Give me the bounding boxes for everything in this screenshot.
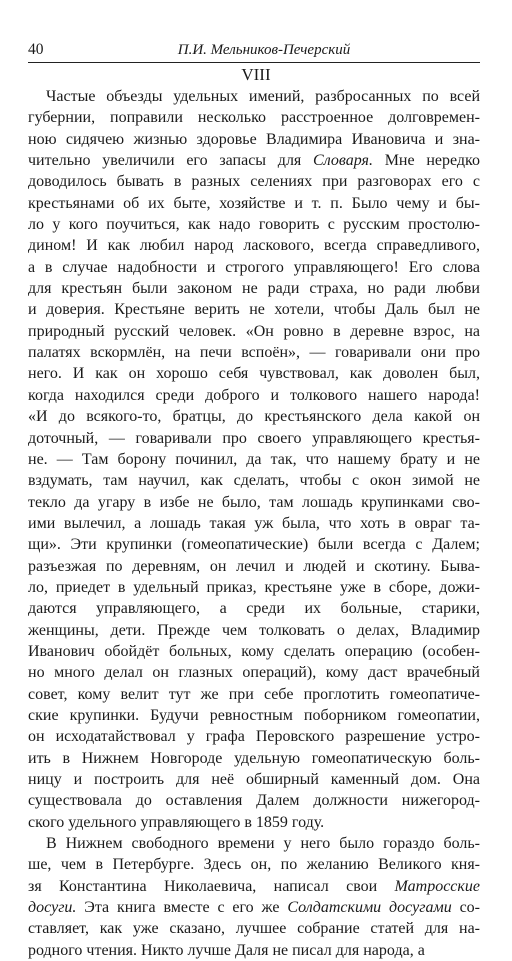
italic-title: Словаря. — [313, 152, 373, 170]
text-line — [28, 513, 480, 534]
text-line — [28, 449, 480, 470]
text-line — [28, 556, 480, 577]
text-line — [28, 385, 480, 406]
text-line — [28, 235, 480, 256]
text-run: Частые объезды удельных имений, разбросанных по всей — [46, 88, 480, 105]
text-line — [28, 321, 480, 342]
text-line — [28, 748, 480, 769]
text-run: ставляет, как уже сказано, лучшее собрание статей для на- — [28, 920, 480, 938]
text-run: и доверия. Крестьяне верить не хотели, чтобы Даль был не — [28, 301, 480, 319]
text-run: ло у кого поучиться, как надо говорить с русским простолю- — [28, 216, 480, 234]
text-line — [28, 171, 480, 192]
text-line — [28, 577, 480, 598]
text-line — [28, 299, 480, 320]
text-line — [28, 662, 480, 683]
text-run: для крестьян были законом не ради страха, но ради любви — [28, 280, 480, 298]
text-run: ницу и построить для неё обширный каменный дом. Она — [28, 771, 480, 788]
text-line — [28, 193, 480, 214]
text-run: ло, приедет в удельный приказ, крестьяне уже в сборе, дожи- — [28, 578, 480, 596]
text-line — [28, 86, 480, 107]
text-line — [28, 363, 480, 384]
text-line — [28, 257, 480, 278]
text-run: родного чтения. Никто лучше Даля не писал для народа, а — [28, 941, 425, 959]
text-run: ить в Нижнем Новгороде удельную гомеопатическую боль- — [28, 749, 480, 767]
text-line — [28, 620, 480, 641]
text-line — [28, 705, 480, 726]
text-line — [28, 598, 480, 619]
chapter-heading: VIII — [241, 65, 271, 84]
text-run: но много делал он глазных операций), кому даст врачебный — [28, 664, 480, 682]
page-number: 40 — [28, 41, 44, 58]
text-line — [28, 406, 480, 427]
text-run: разъезжая по деревням, он лечил и людей и скотину. Быва- — [28, 557, 480, 575]
text-run: губернии, поправили несколько расстроенное долговремен- — [28, 109, 480, 127]
text-line — [28, 150, 480, 171]
text-line — [28, 833, 480, 854]
text-run: доточный, — говаривали про своего управляющего крестья- — [28, 429, 480, 447]
text-line — [28, 342, 480, 363]
text-run: него. И как он хорошо себя чувствовал, как доволен был, — [28, 365, 480, 383]
text-run: когда находился среди доброго и толкового нашего народа! — [28, 386, 480, 404]
text-line — [28, 428, 480, 449]
text-line — [28, 897, 480, 918]
text-line — [28, 278, 480, 299]
text-run: дином! И как любил народ ласкового, всегда справедливого, — [28, 237, 480, 255]
text-run: «И до всякого-то, братцы, до крестьянского дела какой он — [28, 408, 480, 426]
text-run: Эта книга вместе с его же — [76, 899, 288, 917]
text-line — [28, 492, 480, 513]
text-run: существовала до оставления Далем должности нижегород- — [28, 792, 480, 810]
text-run: ского удельного управляющего в 1859 году. — [28, 813, 325, 831]
text-run: зя Константина Николаевича, написал свои — [28, 877, 395, 895]
text-run: В Нижнем свободного времени у него было гораздо боль- — [46, 835, 480, 853]
text-run: со- — [451, 899, 480, 917]
text-line — [28, 876, 480, 897]
text-line — [28, 107, 480, 128]
text-run: текло да угару в избе не было, там лошадь крупинками сво- — [28, 493, 480, 511]
text-run: а в случае надобности и строгого управляющего! Его слова — [28, 258, 480, 276]
text-run: доводилось бывать в разных селениях при разговорах его с — [28, 173, 480, 191]
text-run: ше, чем в Петербурге. Здесь он, по желанию Великого кня- — [28, 856, 480, 874]
italic-title: Матросские — [394, 877, 480, 895]
text-run: чительно увеличили его запасы для — [28, 152, 314, 170]
text-run: щи». Эти крупинки (гомеопатические) были всегда с Далем; — [28, 536, 480, 554]
body-text — [28, 86, 480, 961]
text-line — [28, 726, 480, 747]
text-line — [28, 918, 480, 939]
running-head: П.И. Мельников-Печерский — [177, 42, 351, 58]
text-run: крестьянами об их быте, хозяйстве и т. п. Было чему и бы- — [28, 194, 480, 212]
text-line — [28, 790, 480, 811]
text-line — [28, 940, 480, 961]
text-run: даются управляющего, а среди их больные, старики, — [28, 600, 480, 618]
text-line — [28, 214, 480, 235]
text-run: не. — Там борону починил, да так, что нашему брату и не — [28, 450, 480, 468]
text-run: Мне нередко — [372, 152, 480, 170]
text-line — [28, 854, 480, 875]
text-run: природный русский человек. «Он ровно в деревне взрос, на — [28, 322, 480, 340]
text-line — [28, 812, 480, 833]
italic-title: Солдатскими досугами — [287, 899, 452, 917]
text-line — [28, 769, 480, 790]
text-run: вздумать, там научил, как сделать, чтобы с окон зимой не — [28, 472, 480, 490]
page-header — [28, 40, 480, 60]
text-run: ими вылечил, а лошадь такая уж была, что хоть в овраг та- — [28, 514, 480, 532]
italic-title: досуги. — [28, 899, 77, 917]
text-run: палатях вскормлён, на печи вспоён», — говаривали они про — [28, 344, 480, 362]
text-line — [28, 129, 480, 150]
text-run: он исходатайствовал у графа Перовского разрешение устро- — [28, 728, 480, 746]
text-line — [28, 534, 480, 555]
text-line — [28, 684, 480, 705]
text-run: женщины, дети. Прежде чем толковать о делах, Владимир — [28, 621, 480, 639]
text-run: ною сидячею жизнью здоровье Владимира Ивановича и зна- — [28, 130, 480, 148]
text-run: ские крупинки. Будучи ревностным поборником гомеопатии, — [28, 706, 480, 724]
text-line — [28, 470, 480, 491]
header-rule — [28, 62, 480, 63]
text-run: совет, кому велит тут же при себе проглотить гомеопатиче- — [28, 685, 480, 703]
text-line — [28, 641, 480, 662]
text-run: Иванович обойдёт больных, кому сделать операцию (особен- — [28, 642, 480, 660]
